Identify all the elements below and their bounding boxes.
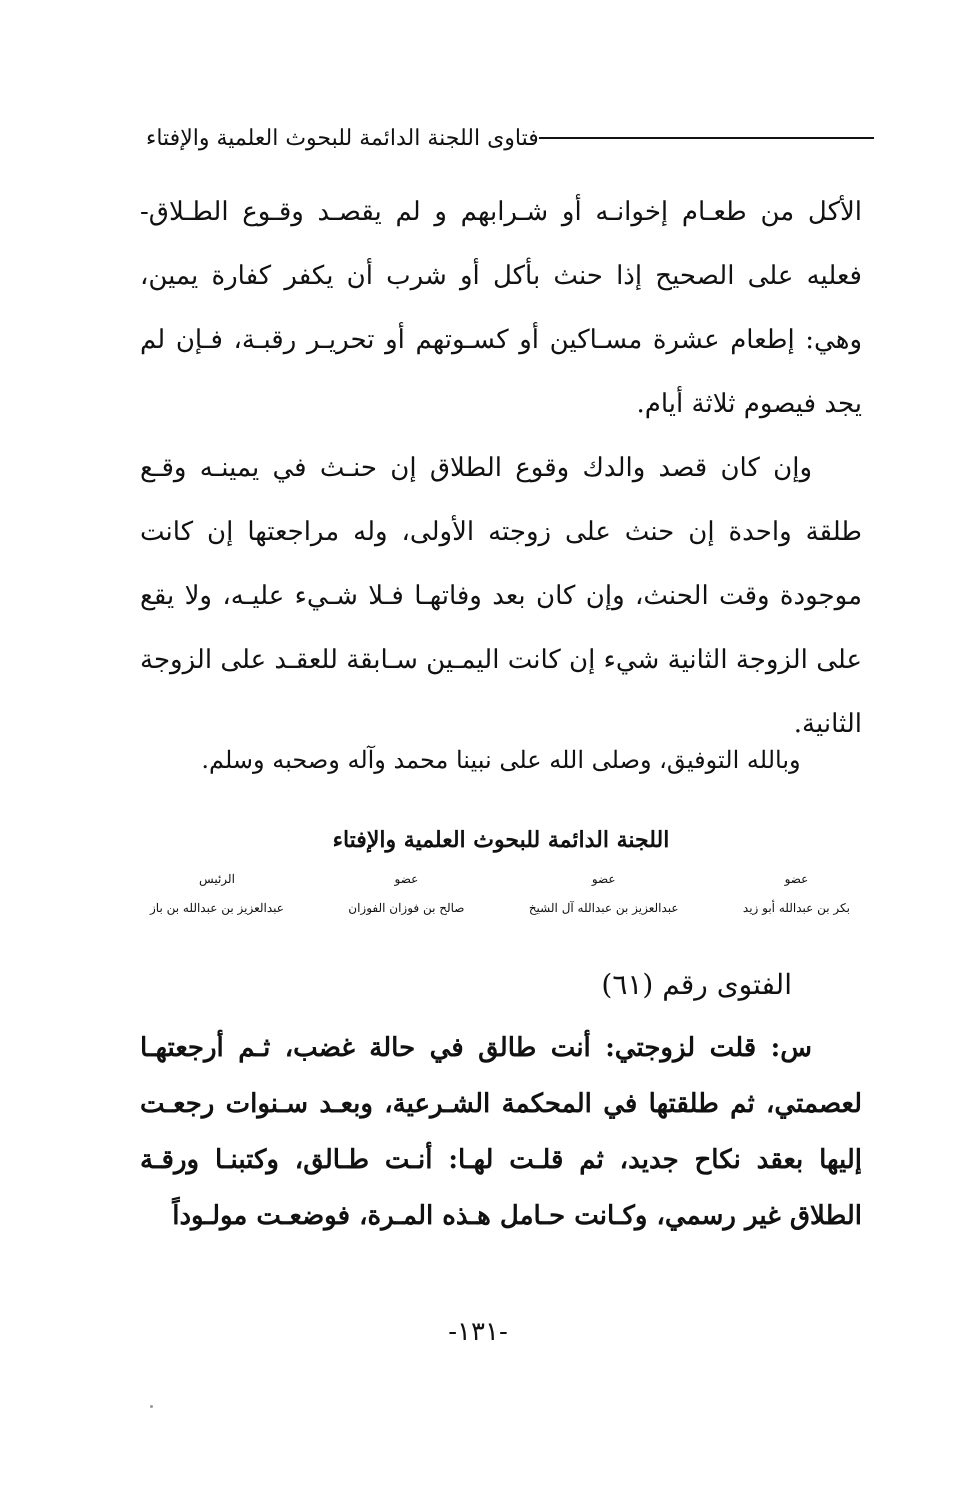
signatory	[743, 868, 850, 922]
scan-speck	[150, 1405, 153, 1408]
signatory-name: صالح بن فوزان الفوزان	[348, 901, 465, 915]
paragraph: وإن كان قصد والدك وقوع الطلاق إن حنـث في يمينـه وقـع طلقة واحدة إن حنث على زوجته الأولى، وله مراجعتها إن كانت موجودة وقت الحنث، وإن كان بعد وفاتهـا فـلا شـيء عليـه، ولا يقع على الزوجة الثانية شيء إن كانت اليمـين سـابقة للعقـد على الزوجة الثانية.	[140, 453, 862, 739]
signatory-role: الرئيس	[199, 872, 235, 886]
signatory	[529, 868, 679, 922]
signature-block	[150, 868, 850, 922]
closing-line: وبالله التوفيق، وصلى الله على نبينا محمد وآله وصحبه وسلم.	[201, 746, 801, 774]
header-rule	[539, 137, 874, 139]
committee-name: اللجنة الدائمة للبحوث العلمية والإفتاء	[332, 827, 670, 853]
fatwa-number-heading: الفتوى رقم (٦١)	[601, 968, 792, 1001]
paragraph: الأكل من طعـام إخوانـه أو شـرابهم و لم يقصـد وقـوع الطـلاق- فعليه على الصحيح إذا حنث بأكل أو شرب أن يكفر كفارة يمين، وهي: إطعام عشرة مسـاكين أو كسـوتهم أو تحريـر رقبـة، فـإن لم يجد فيصوم ثلاثة أيام.	[140, 197, 862, 419]
signatory-role: عضو	[394, 872, 419, 886]
running-header	[132, 118, 874, 158]
header-title: فتاوى اللجنة الدائمة للبحوث العلمية والإفتاء	[146, 125, 539, 151]
signatory	[348, 868, 464, 922]
signatory-name: عبدالعزيز بن عبدالله بن باز	[150, 901, 284, 915]
signatory	[150, 868, 284, 922]
signatory-name: عبدالعزيز بن عبدالله آل الشيخ	[528, 901, 679, 915]
signatory-role: عضو	[591, 872, 616, 886]
answer-body	[140, 180, 862, 756]
signatory-role: عضو	[784, 872, 809, 886]
page-number: -١٣١-	[448, 1317, 508, 1347]
question-text: س: قلت لزوجتي: أنت طالق في حالة غضب، ثـم أرجعتهـا لعصمتي، ثم طلقتها في المحكمة الشـرعية، وبعـد سـنوات رجعـت إليها بعقد نكاح جديد، ثم قلـت لهـا: أنـت طـالق، وكتبنـا ورقـة الطلاق غير رسمي، وكـانت حـامل هـذه المـرة، فوضعـت مولـوداً	[140, 1033, 862, 1231]
signatory-name: بكر بن عبدالله أبو زيد	[742, 901, 850, 915]
